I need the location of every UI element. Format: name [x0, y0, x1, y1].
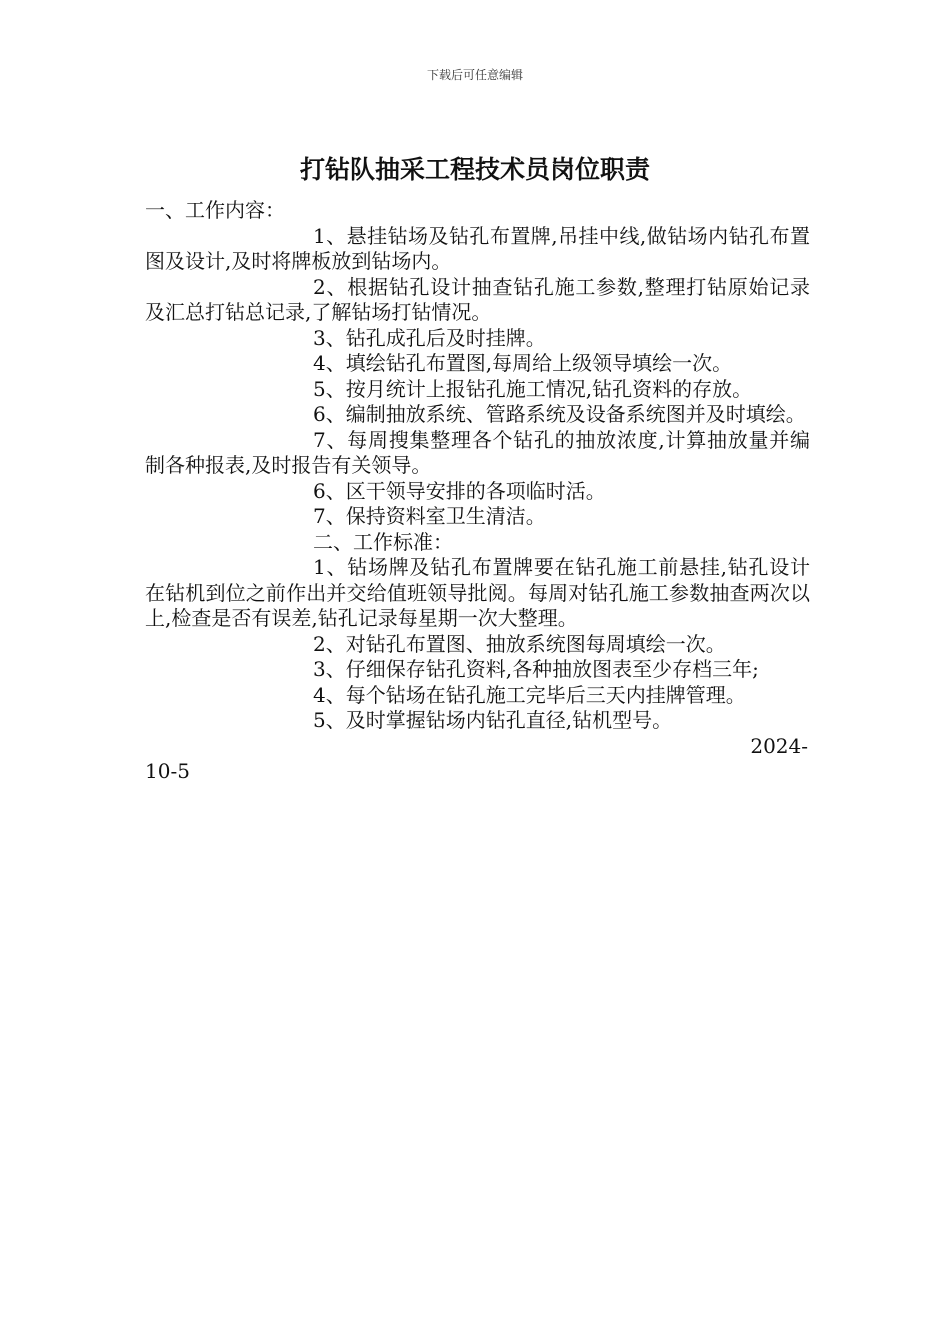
document-body	[145, 198, 810, 785]
header-note: 下载后可任意编辑	[426, 68, 523, 82]
section-heading-work-content: 一、工作内容：	[145, 198, 285, 222]
list-item: 3、仔细保存钻孔资料,各种抽放图表至少存档三年;	[313, 657, 759, 681]
list-item: 5、及时掌握钻场内钻孔直径,钻机型号。	[313, 708, 673, 732]
list-item: 7、每周搜集整理各个钻孔的抽放浓度,计算抽放量并编制各种报表,及时报告有关领导。	[145, 427, 810, 477]
list-item: 2、根据钻孔设计抽查钻孔施工参数,整理打钻原始记录及汇总打钻总记录,了解钻场打钻情况。	[145, 274, 810, 324]
list-item: 6、编制抽放系统、管路系统及设备系统图并及时填绘。	[313, 402, 806, 426]
list-item: 4、每个钻场在钻孔施工完毕后三天内挂牌管理。	[313, 682, 746, 707]
date-day: 10-5	[145, 759, 190, 783]
list-item: 7、保持资料室卫生清洁。	[313, 504, 546, 528]
document-title: 打钻队抽采工程技术员岗位职责	[299, 155, 650, 184]
list-item: 1、悬挂钻场及钻孔布置牌,吊挂中线,做钻场内钻孔布置图及设计,及时将牌板放到钻场内。	[145, 223, 810, 273]
list-item: 1、钻场牌及钻孔布置牌要在钻孔施工前悬挂,钻孔设计在钻机到位之前作出并交给值班领导批阅。每周对钻孔施工参数抽查两次以上,检查是否有误差,钻孔记录每星期一次大整理。	[145, 555, 810, 630]
list-item: 4、填绘钻孔布置图,每周给上级领导填绘一次。	[313, 351, 733, 375]
date-year-month: 2024-	[750, 733, 808, 758]
list-item: 2、对钻孔布置图、抽放系统图每周填绘一次。	[313, 631, 726, 656]
list-item: 6、区干领导安排的各项临时活。	[313, 478, 606, 503]
list-item: 5、按月统计上报钻孔施工情况,钻孔资料的存放。	[313, 376, 753, 401]
section-heading-work-standard: 二、工作标准：	[313, 529, 453, 554]
list-item: 3、钻孔成孔后及时挂牌。	[313, 325, 546, 350]
